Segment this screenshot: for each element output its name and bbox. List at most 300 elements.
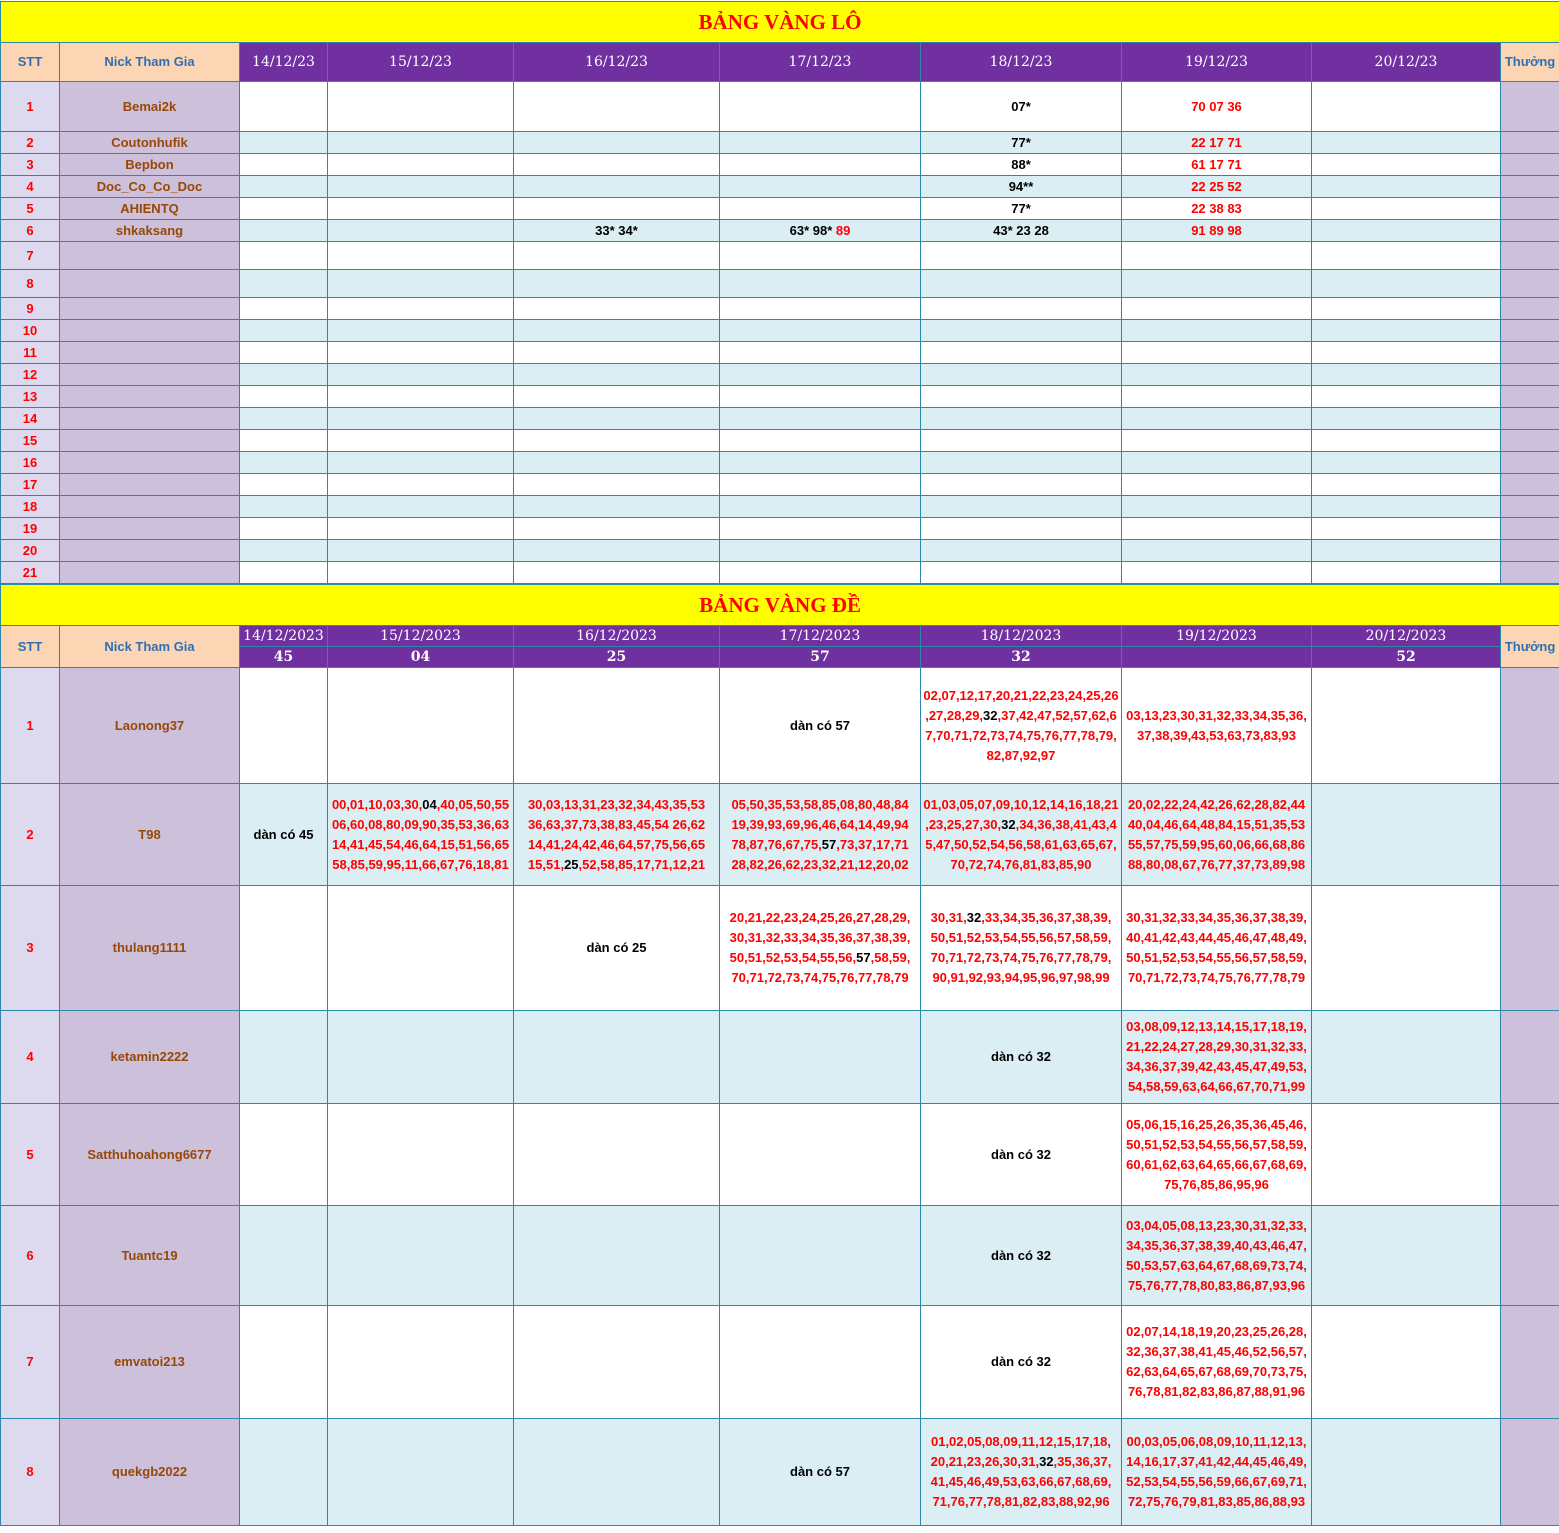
lo-row [1,132,1559,154]
cell-thuong [1501,1419,1559,1526]
result-value: 25 [514,647,720,668]
cell-16 [514,342,720,364]
number-list: 54,58,59,63,64,66,67,70,71,99 [1128,1079,1305,1094]
cell-16 [514,474,720,496]
number-list: 76,78,81,82,83,86,87,88,91,96 [1128,1384,1305,1399]
cell-20 [1312,82,1501,132]
cell-16 [514,364,720,386]
cell-15 [328,496,514,518]
number-list: 75,76,85,86,95,96 [1164,1177,1269,1192]
cell-18: 07* [921,82,1122,132]
number-line [1122,855,1311,875]
number-list: ,37,42,47,52,57,62,6 [998,708,1117,723]
cell-19 [1122,408,1312,430]
lo-row [1,342,1559,364]
cell-16 [514,298,720,320]
cell-15 [328,474,514,496]
cell-19 [1122,452,1312,474]
cell-17 [720,220,921,242]
number-line [1122,1175,1311,1195]
cell-thuong [1501,1104,1559,1206]
row-stt: 21 [1,562,60,584]
cell-15 [328,540,514,562]
cell-18 [921,452,1122,474]
cell-18 [921,430,1122,452]
cell-18 [921,408,1122,430]
cell-d19 [1122,1011,1312,1104]
row-stt: 14 [1,408,60,430]
cell-d16 [514,1104,720,1206]
number-list: 50,51,52,53,54,55,56, [730,950,857,965]
number-line [1122,726,1311,746]
cell-14 [240,364,328,386]
cell-d18 [921,668,1122,784]
cell-thuong [1501,540,1559,562]
number-list: 06,60,08,80,09,90,35,53,36,63 [332,817,509,832]
cell-19 [1122,496,1312,518]
cell-d16 [514,1011,720,1104]
cell-20 [1312,430,1501,452]
cell-19 [1122,342,1312,364]
result-value: 52 [1312,647,1501,668]
cell-18: 94** [921,176,1122,198]
cell-d16 [514,1306,720,1419]
number-list: 71,76,77,78,81,82,83,88,92,96 [932,1494,1109,1509]
number-list: ,58,59, [871,950,911,965]
row-nick: Laonong37 [60,668,240,784]
de-row [1,1104,1559,1206]
cell-20 [1312,154,1501,176]
number-line [921,795,1121,815]
lo-row [1,176,1559,198]
cell-d16 [514,784,720,886]
cell-18 [921,474,1122,496]
header-stt: STT [1,43,60,82]
number-list: ,52,58,85,17,71,12,21 [579,857,706,872]
cell-18: 77* [921,132,1122,154]
lo-row [1,474,1559,496]
cell-thuong [1501,386,1559,408]
number-line [1122,1362,1311,1382]
cell-d17 [720,1011,921,1104]
header-date: 18/12/2023 [921,626,1122,647]
number-line [921,706,1121,726]
cell-thuong [1501,176,1559,198]
row-nick: quekgb2022 [60,1419,240,1526]
header-date: 18/12/23 [921,43,1122,82]
cell-d20 [1312,1419,1501,1526]
number-line [720,908,920,928]
cell-d17: dàn có 57 [720,668,921,784]
number-list: ,40,05,50,55 [437,797,509,812]
cell-14 [240,408,328,430]
cell-d15 [328,1011,514,1104]
cell-17 [720,198,921,220]
number-line [1122,1135,1311,1155]
row-stt: 2 [1,132,60,154]
cell-18 [921,518,1122,540]
cell-d14 [240,1306,328,1419]
number-line [921,1432,1121,1452]
number-list: 52,53,54,55,56,59,66,67,69,71, [1126,1474,1307,1489]
cell-thuong [1501,364,1559,386]
cell-thuong [1501,132,1559,154]
cell-d18: dàn có 32 [921,1104,1122,1206]
number-list: 40,04,46,64,48,84,15,51,35,53 [1128,817,1305,832]
cell-d15 [328,1104,514,1206]
cell-18: 88* [921,154,1122,176]
hit-number: 57 [822,837,836,852]
cell-15 [328,518,514,540]
number-list: 75,76,77,78,80,83,86,87,93,96 [1128,1278,1305,1293]
header-date: 19/12/2023 [1122,626,1312,647]
row-stt: 20 [1,540,60,562]
number-list: 88,80,08,67,76,77,37,73,89,98 [1128,857,1305,872]
bang-vang-lo-table [0,1,1559,584]
cell-d20 [1312,784,1501,886]
row-nick [60,562,240,584]
header-nick: Nick Tham Gia [60,626,240,668]
cell-20 [1312,496,1501,518]
number-line [921,1492,1121,1512]
number-list: 5,47,50,52,54,56,58,61,63,65,67, [925,837,1117,852]
cell-19: 22 25 52 [1122,176,1312,198]
cell-d16 [514,1419,720,1526]
cell-19 [1122,320,1312,342]
lo-pick-hit: 89 [836,223,850,238]
cell-thuong [1501,430,1559,452]
number-list: ,35,36,37, [1054,1454,1112,1469]
row-nick: Coutonhufik [60,132,240,154]
cell-thuong [1501,270,1559,298]
cell-14 [240,386,328,408]
cell-15 [328,154,514,176]
header-thuong: Thưởng [1501,43,1559,82]
cell-16 [514,496,720,518]
header-date: 14/12/23 [240,43,328,82]
cell-thuong [1501,242,1559,270]
number-line [1122,835,1311,855]
row-nick: Bepbon [60,154,240,176]
cell-20 [1312,452,1501,474]
number-line [1122,815,1311,835]
number-list: 02,07,12,17,20,21,22,23,24,25,26 [923,688,1118,703]
number-line [514,795,719,815]
number-list: 03,08,09,12,13,14,15,17,18,19, [1126,1019,1307,1034]
cell-14 [240,298,328,320]
cell-19 [1122,562,1312,584]
cell-16: 33* 34* [514,220,720,242]
row-stt: 13 [1,386,60,408]
de-row [1,1206,1559,1306]
cell-20 [1312,132,1501,154]
number-line [1122,1342,1311,1362]
number-list: 30,31,32,33,34,35,36,37,38,39, [730,930,911,945]
header-stt: STT [1,626,60,668]
lo-title: BẢNG VÀNG LÔ [1,2,1559,43]
cell-thuong [1501,452,1559,474]
cell-17 [720,474,921,496]
lo-row [1,82,1559,132]
number-line [921,928,1121,948]
header-date: 15/12/23 [328,43,514,82]
cell-14 [240,176,328,198]
header-date: 20/12/2023 [1312,626,1501,647]
cell-16 [514,176,720,198]
number-list: 55,57,75,59,95,60,06,66,68,86 [1128,837,1305,852]
number-list: 50,51,52,53,54,55,56,57,58,59, [931,930,1112,945]
number-list: 20,21,23,26,30,31, [931,1454,1039,1469]
header-date: 15/12/2023 [328,626,514,647]
number-line [921,686,1121,706]
row-stt: 11 [1,342,60,364]
cell-thuong [1501,298,1559,320]
row-stt: 5 [1,198,60,220]
cell-18 [921,342,1122,364]
lo-row [1,220,1559,242]
cell-16 [514,198,720,220]
row-stt: 9 [1,298,60,320]
cell-20 [1312,220,1501,242]
cell-20 [1312,342,1501,364]
number-line [328,855,513,875]
number-list: 15,51, [528,857,564,872]
cell-d17 [720,784,921,886]
hit-number: 32 [983,708,997,723]
number-line [1122,1216,1311,1236]
cell-17 [720,562,921,584]
cell-thuong [1501,320,1559,342]
cell-d19 [1122,1206,1312,1306]
number-list: 01,02,05,08,09,11,12,15,17,18, [931,1434,1111,1449]
cell-d15 [328,1206,514,1306]
row-stt: 7 [1,242,60,270]
row-nick [60,342,240,364]
cell-d16 [514,1206,720,1306]
number-line [1122,1492,1311,1512]
cell-14 [240,496,328,518]
lo-row [1,518,1559,540]
lo-row [1,408,1559,430]
number-line [1122,908,1311,928]
cell-20 [1312,298,1501,320]
number-list: 05,06,15,16,25,26,35,36,45,46, [1126,1117,1307,1132]
number-list: 58,85,59,95,11,66,67,76,18,81 [332,857,508,872]
cell-thuong [1501,342,1559,364]
cell-18 [921,496,1122,518]
number-line [1122,968,1311,988]
cell-16 [514,386,720,408]
cell-17 [720,270,921,298]
number-list: 72,75,76,79,81,83,85,86,88,93 [1128,1494,1305,1509]
cell-thuong [1501,1206,1559,1306]
number-list: 32,36,37,38,41,45,46,52,56,57, [1126,1344,1307,1359]
cell-19: 70 07 36 [1122,82,1312,132]
row-stt: 8 [1,270,60,298]
cell-thuong [1501,82,1559,132]
cell-19 [1122,270,1312,298]
cell-17 [720,452,921,474]
cell-15 [328,270,514,298]
cell-15 [328,408,514,430]
de-row [1,784,1559,886]
lo-row [1,452,1559,474]
cell-19: 61 17 71 [1122,154,1312,176]
row-stt: 6 [1,220,60,242]
row-nick: T98 [60,784,240,886]
cell-19 [1122,474,1312,496]
number-list: 50,51,52,53,54,55,56,57,58,59, [1126,950,1307,965]
lo-pick: 63* 98* [790,223,836,238]
number-list: 19,39,93,69,96,46,64,14,49,94 [731,817,908,832]
lo-row [1,386,1559,408]
number-line [720,855,920,875]
cell-16 [514,82,720,132]
cell-thuong [1501,518,1559,540]
number-list: 03,13,23,30,31,32,33,34,35,36, [1126,708,1307,723]
lo-row [1,364,1559,386]
cell-17 [720,176,921,198]
header-date: 17/12/2023 [720,626,921,647]
number-line [1122,948,1311,968]
cell-18 [921,270,1122,298]
number-list: 00,01,10,03,30, [332,797,422,812]
row-stt: 1 [1,668,60,784]
row-nick: AHIENTQ [60,198,240,220]
cell-16 [514,408,720,430]
bang-vang-de-table [0,584,1559,1526]
de-row [1,1011,1559,1104]
row-nick: emvatoi213 [60,1306,240,1419]
cell-15 [328,132,514,154]
cell-14 [240,540,328,562]
number-line [720,815,920,835]
number-line [328,795,513,815]
cell-17 [720,132,921,154]
number-line [720,948,920,968]
cell-d19 [1122,886,1312,1011]
cell-d14 [240,1011,328,1104]
row-nick: ketamin2222 [60,1011,240,1104]
number-line [514,855,719,875]
cell-15 [328,364,514,386]
row-nick [60,408,240,430]
number-line [921,968,1121,988]
number-line [1122,1432,1311,1452]
number-list: ,34,36,38,41,43,4 [1016,817,1117,832]
cell-16 [514,270,720,298]
number-list: 37,38,39,43,53,63,73,83,93 [1137,728,1296,743]
number-list: 70,71,72,73,74,75,76,77,78,79 [731,970,908,985]
number-line [921,746,1121,766]
cell-15 [328,386,514,408]
de-row [1,1306,1559,1419]
number-list: 41,45,46,49,53,63,66,67,68,69, [931,1474,1112,1489]
row-stt: 8 [1,1419,60,1526]
number-list: 20,21,22,23,24,25,26,27,28,29, [730,910,911,925]
cell-18 [921,320,1122,342]
cell-d18: dàn có 32 [921,1306,1122,1419]
cell-19 [1122,518,1312,540]
cell-d14 [240,1104,328,1206]
lo-row [1,198,1559,220]
cell-d14 [240,1419,328,1526]
cell-d14: dàn có 45 [240,784,328,886]
number-list: 01,03,05,07,09,10,12,14,16,18,21 [923,797,1118,812]
cell-thuong [1501,886,1559,1011]
number-list: 14,41,45,54,46,64,15,51,56,65 [332,837,509,852]
cell-14 [240,452,328,474]
cell-14 [240,270,328,298]
lo-row [1,298,1559,320]
cell-d17 [720,1306,921,1419]
number-line [328,835,513,855]
de-title: BẢNG VÀNG ĐỀ [1,585,1559,626]
cell-14 [240,518,328,540]
cell-19 [1122,242,1312,270]
cell-17 [720,82,921,132]
cell-20 [1312,320,1501,342]
de-row [1,668,1559,784]
cell-14 [240,198,328,220]
row-stt: 4 [1,1011,60,1104]
row-nick [60,474,240,496]
number-list: 50,53,57,63,64,67,68,69,73,74, [1126,1258,1307,1273]
number-line [1122,1382,1311,1402]
cell-14 [240,220,328,242]
row-nick [60,452,240,474]
cell-14 [240,562,328,584]
number-line [921,1452,1121,1472]
header-date: 14/12/2023 [240,626,328,647]
cell-15 [328,242,514,270]
number-list: 90,91,92,93,94,95,96,97,98,99 [932,970,1109,985]
number-list: 02,07,14,18,19,20,23,25,26,28, [1126,1324,1307,1339]
cell-thuong [1501,784,1559,886]
cell-16 [514,452,720,474]
number-list: 62,63,64,65,67,68,69,70,73,75, [1126,1364,1307,1379]
cell-15 [328,430,514,452]
number-line [514,815,719,835]
number-line [1122,795,1311,815]
cell-d17 [720,886,921,1011]
number-list: 34,36,37,39,42,43,45,47,49,53, [1126,1059,1307,1074]
cell-d15 [328,1306,514,1419]
row-nick: Bemai2k [60,82,240,132]
number-list: 70,71,72,73,74,75,76,77,78,79, [931,950,1112,965]
number-list: 14,41,24,42,46,64,57,75,56,65 [528,837,705,852]
row-nick [60,364,240,386]
cell-thuong [1501,474,1559,496]
lo-row [1,270,1559,298]
cell-d19 [1122,668,1312,784]
number-list: 00,03,05,06,08,09,10,11,12,13, [1126,1434,1306,1449]
cell-d20 [1312,1104,1501,1206]
cell-thuong [1501,154,1559,176]
number-list: 21,22,24,27,28,29,30,31,32,33, [1126,1039,1307,1054]
header-date: 16/12/2023 [514,626,720,647]
number-line [921,908,1121,928]
cell-17 [720,242,921,270]
cell-15 [328,220,514,242]
cell-thuong [1501,668,1559,784]
cell-d18 [921,784,1122,886]
cell-17 [720,364,921,386]
number-line [921,815,1121,835]
de-row [1,1419,1559,1526]
cell-16 [514,320,720,342]
de-row [1,886,1559,1011]
